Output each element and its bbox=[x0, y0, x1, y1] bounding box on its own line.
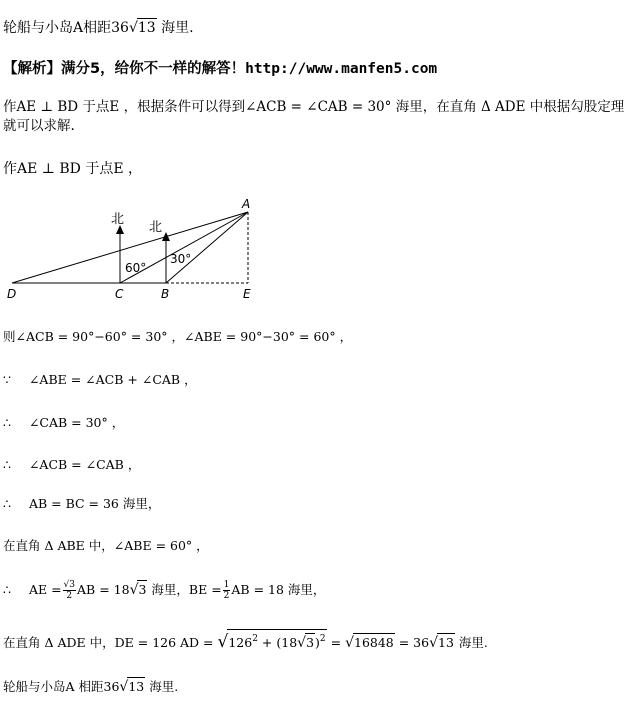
radical-ad: $126^2 + (18√3)^2$ bbox=[227, 629, 326, 652]
intro-radicand: 13 bbox=[137, 20, 156, 36]
step-3-text: ∠ABE = ∠ACB + ∠CAB ， bbox=[28, 372, 197, 387]
step-8: ∴ AE = $\frac{√3}{2}$ AB = 18√3 海里，BE = $\frac{1}{2}$ AB = 18 海里， bbox=[3, 580, 326, 601]
analysis-header-text: 【解析】满分5，给你不一样的解答！ bbox=[3, 61, 246, 77]
analysis-header bbox=[3, 60, 437, 78]
point-e-label: E bbox=[243, 287, 251, 301]
angle-c-label: 60° bbox=[125, 261, 147, 275]
north-arrowhead-b-icon bbox=[162, 232, 170, 241]
fraction-sqrt3-over-2: $\frac{√3}{2}$ bbox=[63, 580, 76, 601]
intro-text: 轮船与小岛A相距36 bbox=[3, 20, 129, 36]
point-a-label: A bbox=[242, 197, 251, 211]
final-answer: 轮船与小岛A 相距36√13 海里. bbox=[3, 679, 179, 695]
analysis-body: 作AE ⊥ BD 于点E ，根据条件可以得到∠ACB = ∠CAB = 30° 海里，在直角 Δ ADE 中根据勾股定理就可以求解. bbox=[3, 99, 625, 134]
because-icon: ∵ bbox=[3, 372, 11, 387]
therefore-icon: ∴ bbox=[3, 415, 11, 430]
point-d-label: D bbox=[7, 287, 17, 301]
step-7: 在直角 Δ ABE 中，∠ABE = 60° ， bbox=[3, 538, 209, 553]
angle-b-label: 30° bbox=[170, 252, 192, 266]
line-ba bbox=[166, 212, 248, 283]
step-4-text: ∠CAB = 30° ， bbox=[28, 415, 125, 430]
point-b-label: B bbox=[161, 287, 170, 301]
therefore-icon: ∴ bbox=[3, 457, 11, 472]
step-2: 则∠ACB = 90°−60° = 30° ，∠ABE = 90°−30° = 60° ， bbox=[3, 329, 353, 344]
step-4 bbox=[3, 414, 124, 432]
step-8-ae: AE = bbox=[28, 582, 62, 597]
fraction-one-half: $\frac{1}{2}$ bbox=[223, 580, 230, 601]
analysis-header-url: http://www.manfen5.com bbox=[245, 61, 438, 77]
point-c-label: C bbox=[115, 287, 124, 301]
therefore-icon: ∴ bbox=[3, 582, 11, 597]
geometry-diagram bbox=[0, 190, 280, 305]
step-6 bbox=[3, 495, 160, 513]
step-5-text: ∠ACB = ∠CAB ， bbox=[28, 457, 141, 472]
therefore-icon: ∴ bbox=[3, 496, 11, 511]
step-6-text: AB = BC = 36 海里， bbox=[28, 496, 161, 511]
step-5 bbox=[3, 456, 140, 474]
step-9: 在直角 Δ ADE 中，DE = 126 AD = $√126^2 + (18√3)^2 = √16848 = 36√13$ 海里. bbox=[3, 629, 488, 652]
north-label-1: 北 bbox=[111, 212, 125, 227]
intro-tail: 海里. bbox=[156, 20, 194, 36]
north-label-2: 北 bbox=[149, 220, 163, 235]
intro-line: 轮船与小岛A相距36√13 海里. bbox=[3, 20, 194, 36]
step-1: 作AE ⊥ BD 于点E ， bbox=[3, 161, 143, 177]
step-3 bbox=[3, 371, 197, 389]
